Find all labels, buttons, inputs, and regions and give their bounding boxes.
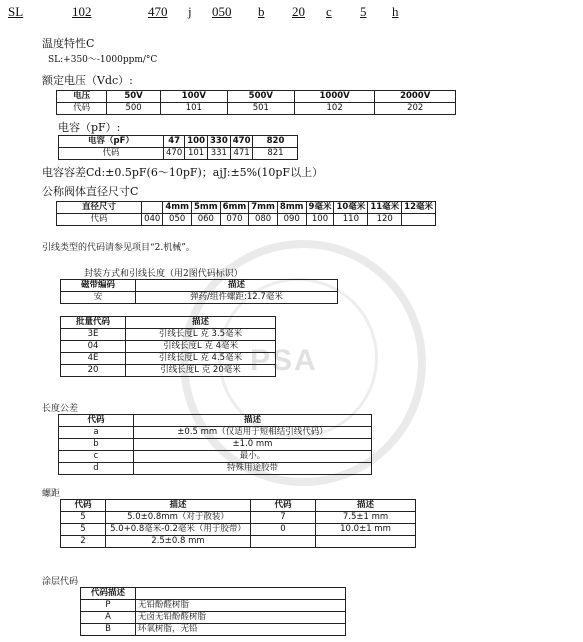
cell: P [81, 600, 136, 612]
code-seg: 102 [72, 4, 92, 19]
bulk-table [60, 316, 276, 377]
cell: 直径尺寸 [57, 202, 142, 214]
code-seg: h [392, 4, 399, 19]
cell: 描述 [106, 500, 251, 512]
cell [402, 214, 436, 226]
cell: 070 [220, 214, 249, 226]
cell: 无卤无铅酚醛树脂 [136, 612, 346, 624]
cell: 080 [249, 214, 278, 226]
cell: 9毫米 [306, 202, 334, 214]
cell: 7 [251, 512, 316, 524]
cell: 描述 [136, 280, 338, 292]
cell: 090 [277, 214, 306, 226]
cell: 特殊用途胶带 [134, 463, 372, 475]
cell: 10毫米 [334, 202, 368, 214]
cell: 821 [253, 148, 298, 160]
cell: 110 [334, 214, 368, 226]
cell: 820 [253, 136, 298, 148]
cell: 100V [160, 91, 227, 103]
cell: d [59, 463, 134, 475]
cell: 5 [61, 524, 106, 536]
cell: 470 [164, 148, 185, 160]
tolerance-note: 电容容差Cd:±0.5pF(6～10pF)；ajJ:±5%(10pF以上） [42, 166, 324, 179]
cell: 引线长度L 克 4.5毫米 [126, 353, 276, 365]
cell: 代码 [61, 500, 106, 512]
cell: 3E [61, 329, 126, 341]
cell: 2 [61, 536, 106, 548]
cell: 50V [107, 91, 161, 103]
cell: 引线长度L 克 20毫米 [126, 365, 276, 377]
cell: 470 [230, 136, 253, 148]
cell: 4E [61, 353, 126, 365]
cell [251, 536, 316, 548]
cell: 20 [61, 365, 126, 377]
cell: 102 [294, 103, 375, 115]
package-table [60, 279, 338, 304]
cell: 5mm [191, 202, 220, 214]
cell: 331 [207, 148, 230, 160]
cell: A [81, 612, 136, 624]
cell: 10.0±1 mm [316, 524, 416, 536]
cell: 环氧树脂，无铅 [136, 624, 346, 636]
cell: 引线长度L 克 4毫米 [126, 341, 276, 353]
cell: 5 [61, 512, 106, 524]
cell: 101 [185, 148, 208, 160]
cell: 代码 [251, 500, 316, 512]
cell: 1000V [294, 91, 375, 103]
diameter-title: 公称阀体直径尺寸C [42, 185, 139, 198]
cell [136, 588, 346, 600]
cell: 6mm [220, 202, 249, 214]
diameter-table [56, 201, 436, 226]
cell: 100 [306, 214, 334, 226]
cell: 电容（pF） [59, 136, 164, 148]
cell: B [81, 624, 136, 636]
code-seg: 470 [148, 4, 168, 19]
cell: 12毫米 [402, 202, 436, 214]
coating-title: 涂层代码 [42, 577, 79, 587]
code-seg: 050 [212, 4, 232, 19]
cell [316, 536, 416, 548]
cell: 5.0±0.8mm（对于散装） [106, 512, 251, 524]
code-seg: b [258, 4, 265, 19]
cell: 2.5±0.8 mm [106, 536, 251, 548]
cell: 330 [207, 136, 230, 148]
cell: 100 [185, 136, 208, 148]
cell: 5.0+0.8毫米-0.2毫米（用于胶带） [106, 524, 251, 536]
code-seg: j [188, 4, 192, 19]
length-tol-title: 长度公差 [42, 404, 79, 414]
cell: 040 [142, 214, 163, 226]
package-title: 封装方式和引线长度（用2图代码标识） [84, 269, 243, 279]
cell: 代码 [59, 148, 164, 160]
cell: b [59, 439, 134, 451]
cell: 描述 [316, 500, 416, 512]
cell: 代码 [57, 214, 142, 226]
cell: 120 [368, 214, 402, 226]
cap-title: 电容（pF）: [58, 121, 121, 134]
cell [142, 202, 163, 214]
cell: 代码 [59, 415, 134, 427]
voltage-title: 额定电压（Vdc）: [42, 74, 133, 87]
cell: 引线长度L 克 3.5毫米 [126, 329, 276, 341]
cell: 描述 [134, 415, 372, 427]
code-seg: SL [8, 4, 24, 19]
cell: 电压 [57, 91, 107, 103]
pitch-title: 螺距 [42, 489, 61, 499]
cell: 500V [227, 91, 294, 103]
cell: 代码 [57, 103, 107, 115]
temp-value: SL:+350～-1000ppm/°C [48, 55, 158, 65]
cap-table [58, 135, 298, 160]
code-seg: 5 [360, 4, 367, 19]
cell: c [59, 451, 134, 463]
coating-table [80, 587, 346, 636]
cell: 2000V [375, 91, 456, 103]
cell: 描述 [126, 317, 276, 329]
cell: 最小。 [134, 451, 372, 463]
cell: 11毫米 [368, 202, 402, 214]
code-seg: 20 [292, 4, 305, 19]
pitch-table [60, 499, 416, 548]
cell: a [59, 427, 134, 439]
cell: ±1.0 mm [134, 439, 372, 451]
voltage-table [56, 90, 456, 115]
cell: 47 [164, 136, 185, 148]
cell: 8mm [277, 202, 306, 214]
cell: 050 [163, 214, 192, 226]
cell: ±0.5 mm（仅适用于短相结引线代码） [134, 427, 372, 439]
cell: 101 [160, 103, 227, 115]
cell: 060 [191, 214, 220, 226]
cell: 471 [230, 148, 253, 160]
lead-note: 引线类型的代码请参见项目“2.机械”。 [42, 243, 195, 253]
temp-title: 温度特性C [42, 37, 95, 50]
cell: 202 [375, 103, 456, 115]
cell: 批量代码 [61, 317, 126, 329]
length-tol-table [58, 414, 372, 475]
code-seg: c [326, 4, 332, 19]
cell: 磁带编码 [61, 280, 136, 292]
cell: 7mm [249, 202, 278, 214]
cell: 04 [61, 341, 126, 353]
cell: 安 [61, 292, 136, 304]
cell: 7.5±1 mm [316, 512, 416, 524]
cell: 0 [251, 524, 316, 536]
cell: 弹药/组件螺距:12.7毫米 [136, 292, 338, 304]
cell: 4mm [163, 202, 192, 214]
watermark-logo: PSA [250, 344, 318, 377]
cell: 500 [107, 103, 161, 115]
cell: 代码描述 [81, 588, 136, 600]
cell: 501 [227, 103, 294, 115]
cell: 无铅酚醛树脂 [136, 600, 346, 612]
